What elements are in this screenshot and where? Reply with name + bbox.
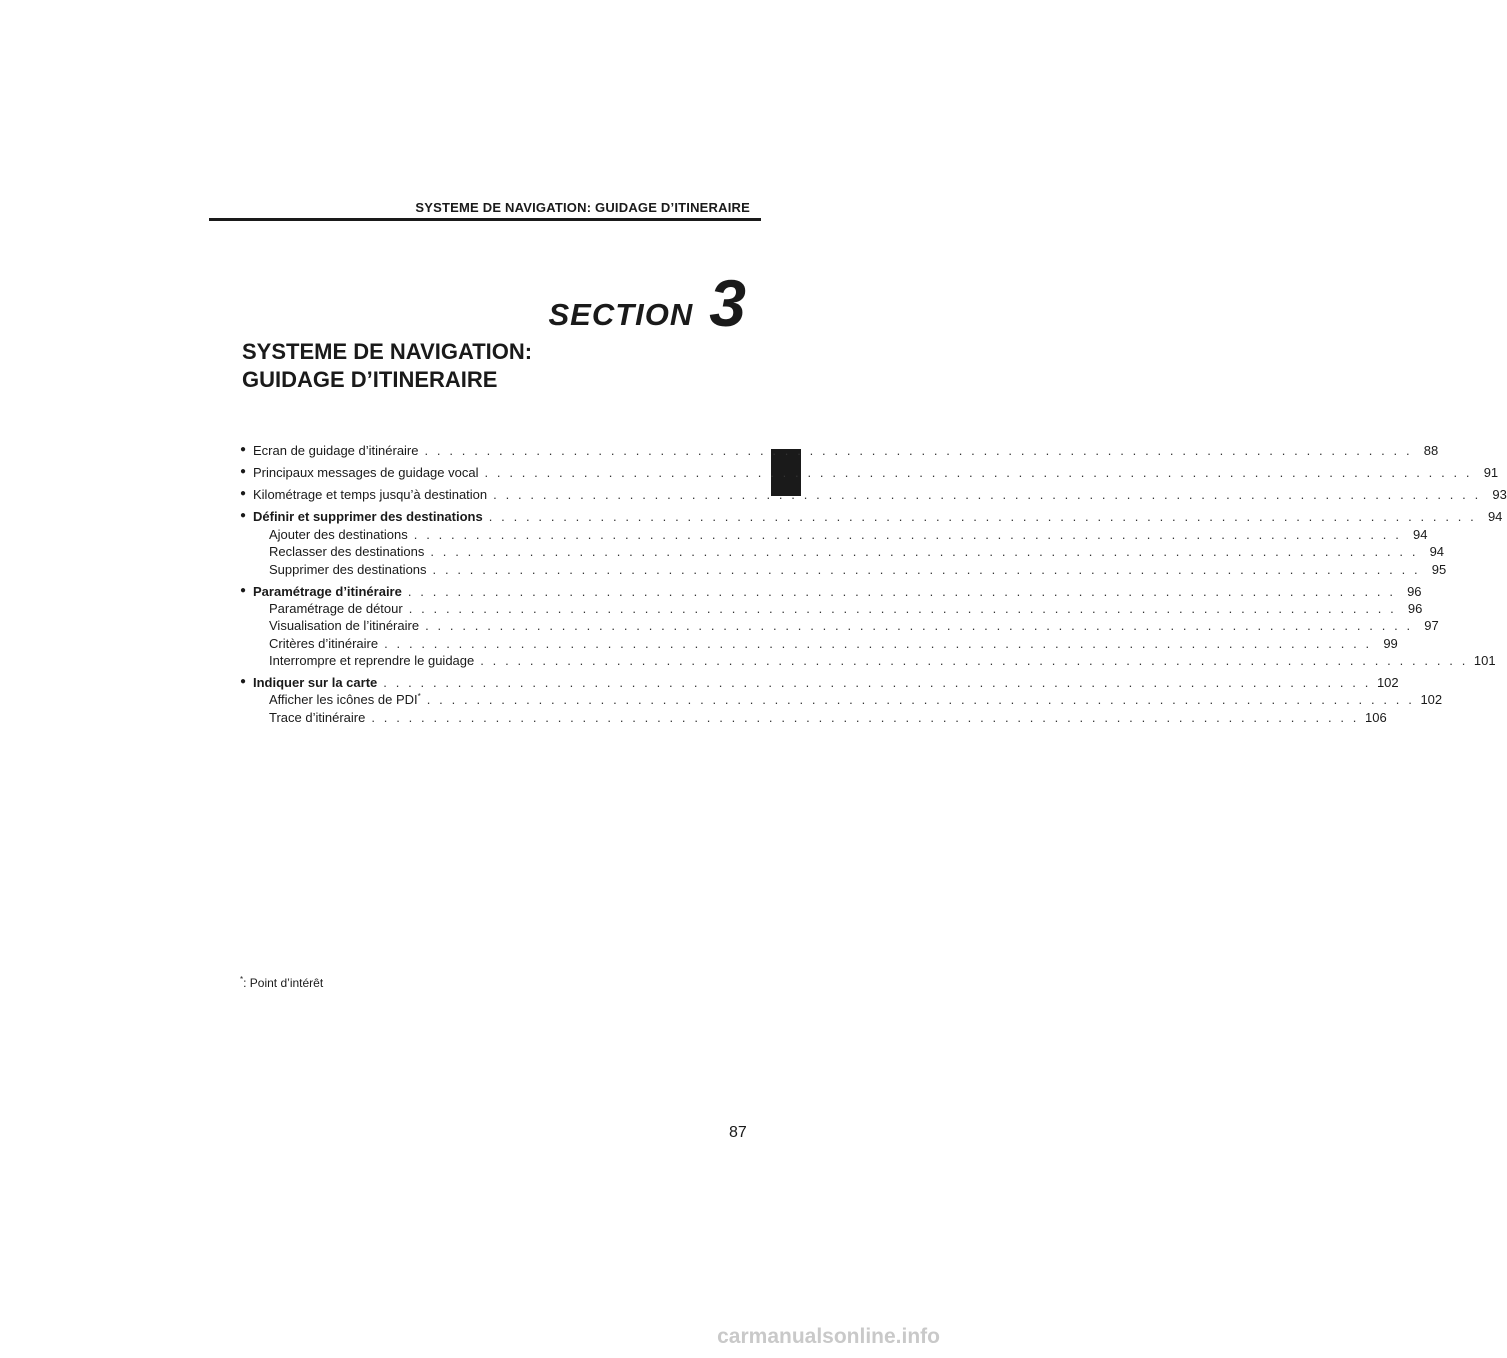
toc-subentry[interactable] [240, 542, 1445, 560]
toc-entry-label: Définir et supprimer des destinations [253, 509, 483, 525]
toc-entry-page: 94 [1429, 544, 1445, 560]
table-of-contents [240, 441, 1507, 725]
toc-subentry[interactable] [240, 633, 1398, 651]
toc-entry-page: 91 [1483, 465, 1499, 481]
dot-leader: . . . . . . . . . . . . . . . . . . . . . . . . . . . . . . . . . . . . . . . . . . . . . . . . . . . . . . . . . . . . . . . . . . . . . . . . . . . . . . . . [426, 692, 1415, 708]
footnote [240, 975, 323, 990]
section-title [242, 338, 532, 394]
dot-leader: . . . . . . . . . . . . . . . . . . . . . . . . . . . . . . . . . . . . . . . . . . . . . . . . . . . . . . . . . . . . . . . . . . . . . . . . . . . . . . . . [413, 526, 1402, 542]
toc-entry-page: 96 [1407, 583, 1422, 599]
dot-leader: . . . . . . . . . . . . . . . . . . . . . . . . . . . . . . . . . . . . . . . . . . . . . . . . . . . . . . . . . . . . . . . . . . . . . . . . . . . . . . . . [432, 561, 1421, 577]
dot-leader: . . . . . . . . . . . . . . . . . . . . . . . . . . . . . . . . . . . . . . . . . . . . . . . . . . . . . . . . . . . . . . . . . . . . . . . . . . . . . . . . [384, 635, 1372, 651]
toc-entry-page: 97 [1424, 618, 1439, 634]
dot-leader: . . . . . . . . . . . . . . . . . . . . . . . . . . . . . . . . . . . . . . . . . . . . . . . . . . . . . . . . . . . . . . . . . . . . . . . . . . . . . . . . [484, 465, 1473, 481]
bullet-icon: ● [240, 510, 247, 522]
toc-entry-label: Visualisation de l’itinéraire [269, 618, 420, 634]
toc-subentry[interactable] [240, 616, 1439, 634]
toc-entry-page: 101 [1473, 653, 1496, 669]
footnote-text: : Point d’intérêt [243, 976, 324, 990]
bullet-icon: ● [240, 444, 247, 456]
toc-entry-label: Ecran de guidage d’itinéraire [253, 443, 419, 459]
toc-subentry[interactable] [240, 559, 1447, 577]
toc-subentry[interactable] [240, 524, 1428, 542]
toc-entry-label: Ajouter des destinations [269, 526, 408, 542]
bullet-icon: ● [240, 488, 247, 500]
toc-entry-page: 88 [1423, 443, 1439, 459]
toc-entry[interactable] [240, 507, 1503, 525]
watermark: carmanualsonline.info [717, 1325, 940, 1348]
dot-leader: . . . . . . . . . . . . . . . . . . . . . . . . . . . . . . . . . . . . . . . . . . . . . . . . . . . . . . . . . . . . . . . . . . . . . . . . . . . . . . . . [383, 675, 1371, 691]
section-number: 3 [709, 265, 746, 340]
bullet-icon: ● [240, 466, 247, 478]
toc-entry-label: Principaux messages de guidage vocal [253, 465, 479, 481]
header-rule [209, 218, 761, 221]
toc-entry-page: 99 [1383, 635, 1398, 651]
toc-entry[interactable] [240, 463, 1499, 481]
footnote-marker: * [240, 975, 244, 984]
toc-entry-label: Indiquer sur la carte [253, 675, 378, 691]
running-header: SYSTEME DE NAVIGATION: GUIDAGE D’ITINERAIRE [415, 200, 750, 215]
toc-entry-page: 94 [1487, 509, 1503, 525]
dot-leader: . . . . . . . . . . . . . . . . . . . . . . . . . . . . . . . . . . . . . . . . . . . . . . . . . . . . . . . . . . . . . . . . . . . . . . . . . . . . . . . . [424, 443, 1413, 459]
dot-leader: . . . . . . . . . . . . . . . . . . . . . . . . . . . . . . . . . . . . . . . . . . . . . . . . . . . . . . . . . . . . . . . . . . . . . . . . . . . . . . . . [407, 583, 1396, 599]
toc-entry-label: Trace d’itinéraire [269, 709, 366, 725]
dot-leader: . . . . . . . . . . . . . . . . . . . . . . . . . . . . . . . . . . . . . . . . . . . . . . . . . . . . . . . . . . . . . . . . . . . . . . . . . . . . . . . . [425, 618, 1413, 634]
toc-entry-page: 95 [1431, 561, 1447, 577]
toc-entry-label: Afficher les icônes de PDI* [269, 692, 421, 708]
dot-leader: . . . . . . . . . . . . . . . . . . . . . . . . . . . . . . . . . . . . . . . . . . . . . . . . . . . . . . . . . . . . . . . . . . . . . . . . . . . . . . . . [430, 544, 1419, 560]
toc-entry[interactable] [240, 485, 1507, 503]
toc-subentry[interactable] [240, 599, 1423, 616]
section-heading [548, 265, 746, 340]
toc-entry[interactable] [240, 673, 1399, 691]
dot-leader: . . . . . . . . . . . . . . . . . . . . . . . . . . . . . . . . . . . . . . . . . . . . . . . . . . . . . . . . . . . . . . . . . . . . . . . . . . . . . . . . [493, 487, 1481, 503]
toc-entry-page: 102 [1420, 692, 1443, 708]
dot-leader: . . . . . . . . . . . . . . . . . . . . . . . . . . . . . . . . . . . . . . . . . . . . . . . . . . . . . . . . . . . . . . . . . . . . . . . . . . . . . . . . [408, 600, 1397, 616]
toc-entry[interactable] [240, 581, 1422, 599]
toc-entry-label: Critères d’itinéraire [269, 635, 379, 651]
toc-entry-page: 94 [1412, 526, 1428, 542]
bullet-icon: ● [240, 676, 247, 688]
toc-entry-label: Paramétrage de détour [269, 600, 403, 616]
toc-entry-label: Kilométrage et temps jusqu’à destination [253, 487, 488, 503]
section-word: SECTION [548, 297, 694, 332]
bullet-icon: ● [240, 584, 247, 596]
toc-entry-label: Reclasser des destinations [269, 544, 425, 560]
section-title-line-2: GUIDAGE D’ITINERAIRE [242, 367, 498, 392]
dot-leader: . . . . . . . . . . . . . . . . . . . . . . . . . . . . . . . . . . . . . . . . . . . . . . . . . . . . . . . . . . . . . . . . . . . . . . . . . . . . . . . . [480, 653, 1468, 669]
footnote-marker: * [417, 692, 421, 702]
toc-entry-page: 93 [1492, 487, 1507, 503]
dot-leader: . . . . . . . . . . . . . . . . . . . . . . . . . . . . . . . . . . . . . . . . . . . . . . . . . . . . . . . . . . . . . . . . . . . . . . . . . . . . . . . . [371, 709, 1360, 725]
toc-entry-page: 106 [1365, 709, 1387, 725]
toc-entry-page: 96 [1407, 600, 1423, 616]
toc-entry-label: Interrompre et reprendre le guidage [269, 653, 475, 669]
toc-entry-label: Paramétrage d’itinéraire [253, 583, 402, 599]
toc-subentry[interactable] [240, 651, 1496, 669]
toc-subentry[interactable] [240, 707, 1387, 725]
toc-subentry[interactable] [240, 690, 1443, 708]
toc-entry[interactable] [240, 441, 1439, 459]
toc-entry-label: Supprimer des destinations [269, 561, 427, 577]
dot-leader: . . . . . . . . . . . . . . . . . . . . . . . . . . . . . . . . . . . . . . . . . . . . . . . . . . . . . . . . . . . . . . . . . . . . . . . . . . . . . . . . [488, 509, 1477, 525]
toc-entry-page: 102 [1376, 675, 1399, 691]
page-number: 87 [729, 1124, 747, 1141]
section-title-line-1: SYSTEME DE NAVIGATION: [242, 339, 533, 364]
